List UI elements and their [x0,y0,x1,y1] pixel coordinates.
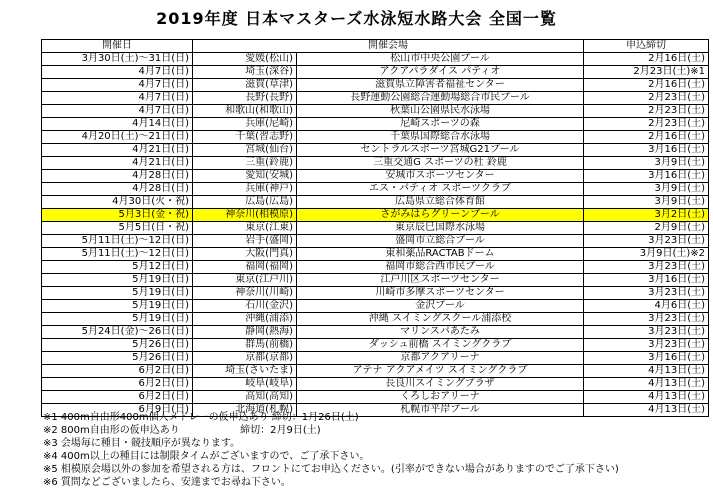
table-row [42,79,709,92]
cell-prefecture: 長野(長野) [193,92,297,105]
cell-deadline: 2月23日(土) [584,105,709,118]
cell-venue: 東京辰巳国際水泳場 [297,222,584,235]
cell-venue: 京都アクアリーナ [297,352,584,365]
cell-prefecture: 広島(広島) [193,196,297,209]
cell-deadline: 2月16日(土) [584,131,709,144]
table-row [42,53,709,66]
table-row [42,131,709,144]
cell-prefecture: 兵庫(神戸) [193,183,297,196]
table-row [42,222,709,235]
table-row [42,365,709,378]
cell-prefecture: 高知(高知) [193,391,297,404]
cell-prefecture: 埼玉(深谷) [193,66,297,79]
document-title: 2019年度 日本マスターズ水泳短水路大会 全国一覧 [156,9,557,28]
table-row [42,274,709,287]
cell-venue: 長良川スイミングプラザ [297,378,584,391]
cell-date: 4月14日(日) [42,118,193,131]
cell-date: 6月9日(日) [42,404,193,417]
cell-deadline: 3月16日(土) [584,352,709,365]
cell-venue: 福岡市総合西市民プール [297,261,584,274]
cell-date: 4月28日(日) [42,183,193,196]
cell-deadline: 4月13日(土) [584,404,709,417]
cell-date: 5月5日(日・祝) [42,222,193,235]
cell-venue: 千葉県国際総合水泳場 [297,131,584,144]
table-row [42,157,709,170]
cell-venue: 川崎市多摩スポーツセンター [297,287,584,300]
cell-venue: 金沢プール [297,300,584,313]
cell-prefecture: 千葉(習志野) [193,131,297,144]
cell-venue: くろしおアリーナ [297,391,584,404]
cell-date: 4月21日(日) [42,157,193,170]
table-row [42,144,709,157]
cell-deadline: 3月16日(土) [584,144,709,157]
cell-prefecture: 静岡(熱海) [193,326,297,339]
cell-deadline: 3月16日(土) [584,170,709,183]
cell-venue: 広島県立総合体育館 [297,196,584,209]
cell-deadline: 3月23日(土) [584,339,709,352]
cell-date: 5月3日(金・祝) [42,209,193,222]
cell-deadline: 3月9日(土) [584,183,709,196]
header-venue: 開催会場 [193,40,584,53]
cell-deadline: 2月16日(土) [584,79,709,92]
cell-deadline: 3月9日(土) [584,157,709,170]
cell-venue: さがみはらグリーンプール [297,209,584,222]
table-row [42,261,709,274]
cell-venue: 滋賀県立障害者福祉センター [297,79,584,92]
cell-venue: 尼崎スポーツの森 [297,118,584,131]
cell-date: 6月2日(日) [42,378,193,391]
cell-deadline: 3月9日(土)※2 [584,248,709,261]
cell-prefecture: 神奈川(川崎) [193,287,297,300]
cell-date: 5月26日(日) [42,352,193,365]
note-line: ※4 400m以上の種目には制限タイムがございますので、ご了承下さい。 [43,451,370,462]
cell-date: 5月19日(日) [42,287,193,300]
cell-deadline: 3月23日(土) [584,261,709,274]
cell-date: 5月24日(金)～26日(日) [42,326,193,339]
cell-date: 4月21日(日) [42,144,193,157]
cell-date: 4月7日(日) [42,92,193,105]
cell-deadline: 4月13日(土) [584,391,709,404]
table-row [42,66,709,79]
notes-section [43,411,619,489]
cell-deadline: 2月23日(土)※1 [584,66,709,79]
cell-date: 5月12日(日) [42,261,193,274]
table-row [42,118,709,131]
cell-prefecture: 石川(金沢) [193,300,297,313]
cell-prefecture: 岐阜(岐阜) [193,378,297,391]
note-line: ※6 質問などございましたら、安達までお尋ね下さい。 [43,477,291,488]
cell-deadline: 2月9日(土) [584,222,709,235]
cell-deadline: 3月2日(土) [584,209,709,222]
cell-deadline: 3月23日(土) [584,326,709,339]
note-line: ※2 800m自由形の仮申込あり 締切：2月9日(土) [43,425,321,436]
table-row [42,339,709,352]
table-row [42,196,709,209]
cell-deadline: 2月23日(土) [584,92,709,105]
table-row [42,287,709,300]
cell-date: 5月19日(日) [42,274,193,287]
cell-deadline: 2月23日(土) [584,118,709,131]
cell-venue: アテナ アクアメイツ スイミングクラブ [297,365,584,378]
cell-prefecture: 群馬(前橋) [193,339,297,352]
cell-venue: 札幌市平岸プール [297,404,584,417]
cell-venue: 長野運動公園総合運動場総合市民プール [297,92,584,105]
cell-date: 4月20日(土)～21日(日) [42,131,193,144]
cell-deadline: 4月13日(土) [584,378,709,391]
table-row [42,105,709,118]
table-row [42,235,709,248]
cell-venue: 盛岡市立総合プール [297,235,584,248]
cell-prefecture: 埼玉(さいたま) [193,365,297,378]
cell-venue: マリンスパあたみ [297,326,584,339]
cell-venue: 松山市中央公園プール [297,53,584,66]
cell-date: 5月19日(日) [42,313,193,326]
table-row [42,92,709,105]
cell-prefecture: 愛知(安城) [193,170,297,183]
cell-deadline: 3月23日(土) [584,313,709,326]
cell-date: 4月7日(日) [42,66,193,79]
cell-prefecture: 東京(江戸川) [193,274,297,287]
cell-venue: 秋葉山公園県民水泳場 [297,105,584,118]
cell-date: 3月30日(土)～31日(日) [42,53,193,66]
cell-date: 4月28日(日) [42,170,193,183]
cell-deadline: 3月9日(土) [584,196,709,209]
note-line: ※3 会場毎に種目・競技順序が異なります。 [43,438,241,449]
cell-prefecture: 兵庫(尼崎) [193,118,297,131]
table-row [42,326,709,339]
cell-venue: 江戸川区スポーツセンター [297,274,584,287]
cell-date: 4月7日(日) [42,105,193,118]
cell-prefecture: 愛媛(松山) [193,53,297,66]
cell-prefecture: 大阪(門真) [193,248,297,261]
cell-prefecture: 福岡(福岡) [193,261,297,274]
table-row [42,248,709,261]
cell-prefecture: 神奈川(相模原) [193,209,297,222]
header-date: 開催日 [42,40,193,53]
cell-prefecture: 三重(鈴鹿) [193,157,297,170]
cell-date: 5月11日(土)～12日(日) [42,248,193,261]
note-line: ※5 相模原会場以外の参加を希望される方は、フロントにてお申込ください。(引率ができない場合がありますのでご了承下さい) [43,464,619,475]
table-row [42,391,709,404]
cell-venue: エス・パティオ スポーツクラブ [297,183,584,196]
cell-prefecture: 宮城(仙台) [193,144,297,157]
cell-prefecture: 東京(江東) [193,222,297,235]
competition-table [41,39,709,417]
cell-venue: 東和薬品RACTABドーム [297,248,584,261]
table-header-row [42,40,709,53]
cell-deadline: 2月16日(土) [584,53,709,66]
table-body [42,53,709,417]
cell-venue: 安城市スポーツセンター [297,170,584,183]
cell-date: 5月26日(日) [42,339,193,352]
cell-date: 6月2日(日) [42,365,193,378]
cell-venue: 三重交通G スポーツの杜 鈴鹿 [297,157,584,170]
cell-deadline: 3月16日(土) [584,274,709,287]
cell-prefecture: 沖縄(浦添) [193,313,297,326]
table-row [42,209,709,222]
header-deadline: 申込締切 [584,40,709,53]
cell-date: 6月2日(日) [42,391,193,404]
table-row [42,313,709,326]
cell-venue: アクアパラダイス パティオ [297,66,584,79]
cell-deadline: 3月23日(土) [584,287,709,300]
table-row [42,183,709,196]
cell-prefecture: 京都(京都) [193,352,297,365]
table-row [42,378,709,391]
cell-prefecture: 北海道(札幌) [193,404,297,417]
cell-venue: セントラルスポーツ宮城G21プール [297,144,584,157]
table-row [42,170,709,183]
cell-venue: ダッシュ前橋 スイミングクラブ [297,339,584,352]
cell-deadline: 4月6日(土) [584,300,709,313]
table-row [42,300,709,313]
cell-date: 5月11日(土)～12日(日) [42,235,193,248]
cell-prefecture: 滋賀(草津) [193,79,297,92]
cell-deadline: 3月23日(土) [584,235,709,248]
table-row [42,352,709,365]
cell-date: 4月7日(日) [42,79,193,92]
cell-date: 5月19日(日) [42,300,193,313]
cell-venue: 沖縄 スイミングスクール浦添校 [297,313,584,326]
cell-deadline: 4月13日(土) [584,365,709,378]
note-line: ※1 400m自由形400m個人メドレーの仮申込あり 締切：1月26日(土) [43,412,359,423]
cell-date: 4月30日(火・祝) [42,196,193,209]
cell-prefecture: 和歌山(和歌山) [193,105,297,118]
cell-prefecture: 岩手(盛岡) [193,235,297,248]
